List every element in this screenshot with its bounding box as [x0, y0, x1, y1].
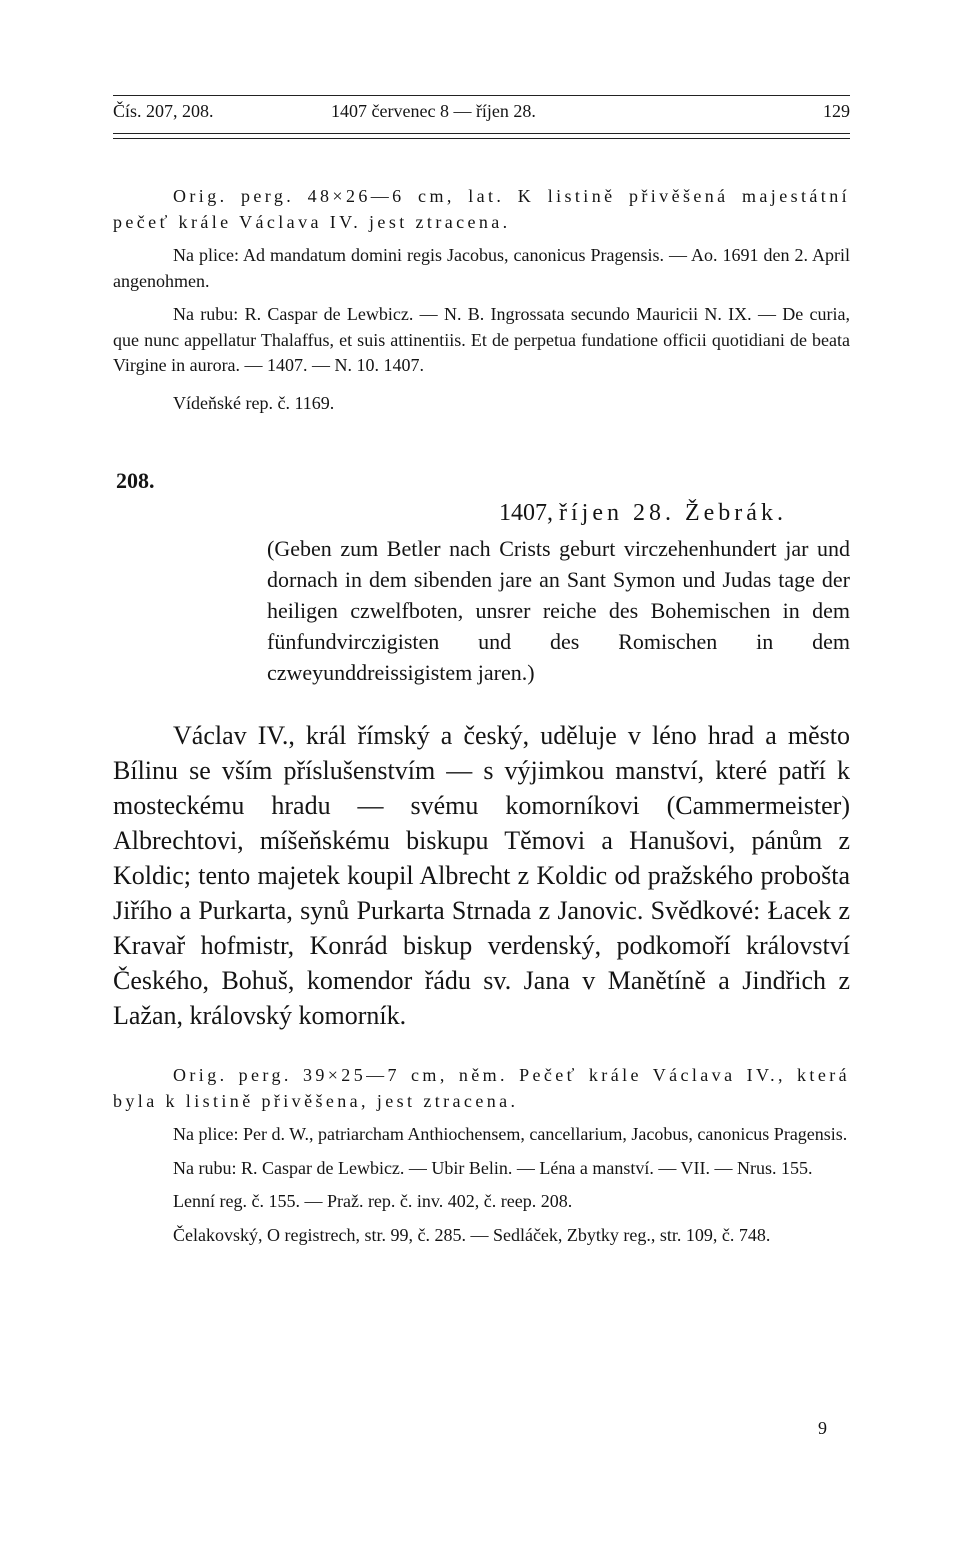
doc-208-number: 208.: [116, 468, 155, 493]
doc-207-orig-note: Orig. perg. 48×26—6 cm, lat. K listině přivěšená majestátní pečeť krále Václava IV. jest ztracena.: [113, 186, 850, 232]
doc-208-rubu-note: Na rubu: R. Caspar de Lewbicz. — Ubir Belin. — Léna a manství. — VII. — Nrus. 155.: [173, 1157, 813, 1178]
header-page-number: 129: [823, 101, 850, 121]
doc-207-notes: [113, 184, 850, 416]
dateline-year: 1407,: [499, 500, 559, 526]
doc-208-dateline: [499, 500, 850, 527]
sheet-signature: 9: [818, 1418, 827, 1438]
doc-208-notes: [113, 1063, 850, 1248]
header-double-rule: [113, 133, 850, 139]
doc-208-lenni-note: Lenní reg. č. 155. — Praž. rep. č. inv. 402, č. reep. 208.: [173, 1191, 573, 1211]
doc-208-german-dating: (Geben zum Betler nach Crists geburt virczehenhundert jar und dornach in dem sibenden jare an Sant Symon und Judas tage der heiligen czwelfboten, unsrer reiche des Bohemischen in dem fünfundvirczigisten und des Romischen in dem czweyunddreissigistem jaren.): [267, 536, 850, 685]
header-date-range: 1407 červenec 8 — říjen 28.: [331, 101, 536, 121]
doc-208-orig-note: Orig. perg. 39×25—7 cm, něm. Pečeť krále Václava IV., která byla k listině přivěšena, jest ztracena.: [113, 1065, 850, 1111]
running-head: [113, 95, 850, 121]
doc-207-repertory-note: Vídeňské rep. č. 1169.: [173, 392, 335, 413]
dateline-place-date: říjen 28. Žebrák.: [559, 500, 787, 526]
header-doc-numbers: Čís. 207, 208.: [113, 101, 214, 121]
doc-208-plice-note: Na plice: Per d. W., patriarcham Anthiochensem, cancellarium, Jacobus, canonicus Pragensis.: [173, 1124, 848, 1144]
page: [113, 95, 850, 1248]
doc-208-regest: Václav IV., král římský a český, uděluje v léno hrad a město Bílinu se vším příslušenstvím — s výjimkou manství, které patří k mosteckému hradu — svému komorníkovi (Cammermeister) Albrechtovi, míšeňskému biskupu Těmovi a Hanušovi, pánům z Koldic; tento majetek koupil Albrecht z Koldic od pražského probošta Jiřího a Purkarta, synů Purkarta Strnada z Janovic. Svědkové: Łacek z Kravař hofmistr, Konrád biskup verdenský, podkomoří království Českého, Bohuš, komendor řádu sv. Jana v Manětíně a Jindřich z Lažan, královský komorník.: [113, 721, 850, 1030]
header-rule: [113, 95, 850, 96]
doc-208-literature-note: Čelakovský, O registrech, str. 99, č. 285. — Sedláček, Zbytky reg., str. 109, č. 748.: [173, 1224, 771, 1245]
doc-207-plice-note: Na plice: Ad mandatum domini regis Jacobus, canonicus Pragensis. — Ao. 1691 den 2. April angenohmen.: [113, 245, 850, 291]
doc-207-rubu-note: Na rubu: R. Caspar de Lewbicz. — N. B. Ingrossata secundo Mauricii N. IX. — De curia, que nunc appellatur Thalaffus, et suis attinentiis. Et de perpetua fundatione officii quotidiani de beata Virgine in aurora. — 1407. — N. 10. 1407.: [113, 304, 850, 375]
